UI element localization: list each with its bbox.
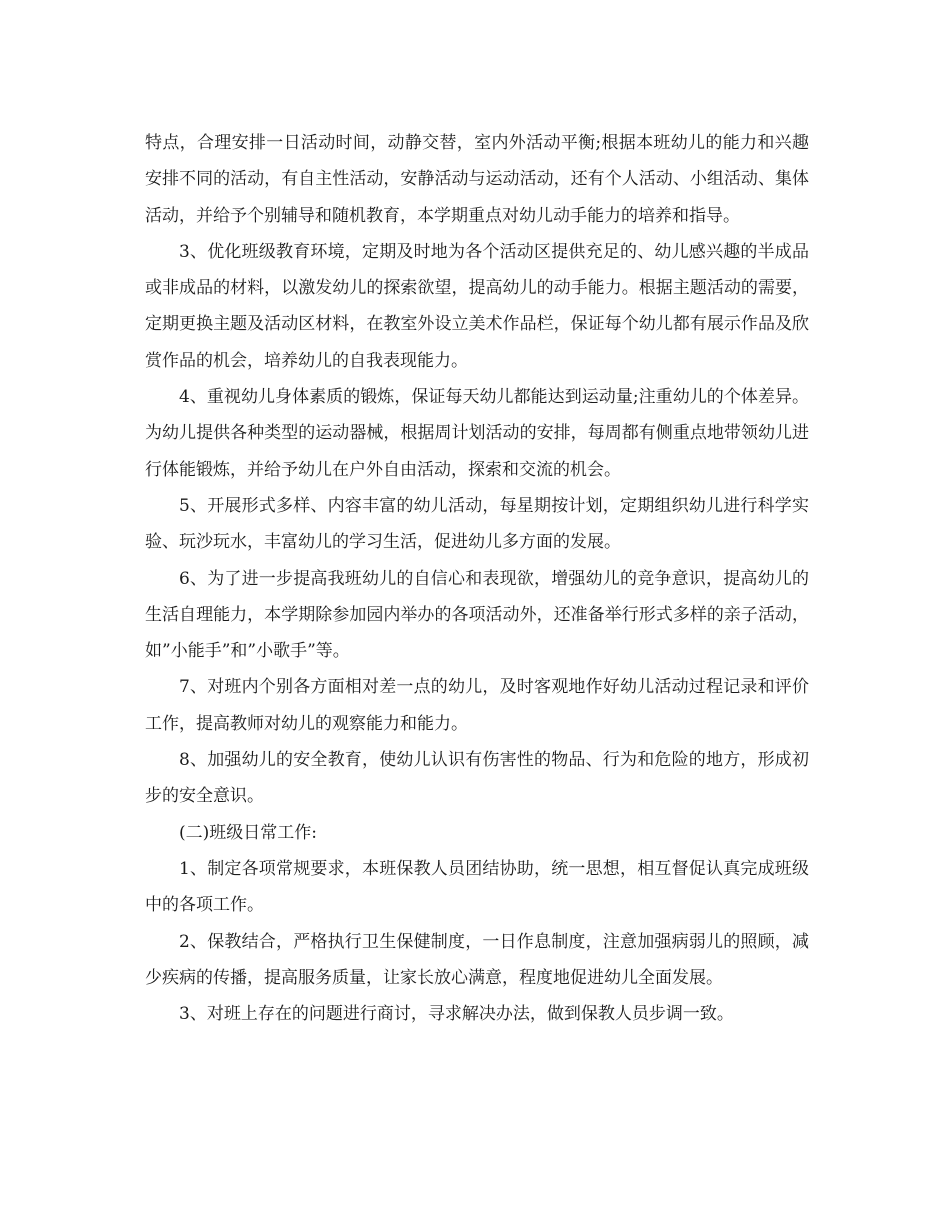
paragraph-item-3: 3、优化班级教育环境，定期及时地为各个活动区提供充足的、幼儿感兴趣的半成品或非成品的材料，以激发幼儿的探索欲望，提高幼儿的动手能力。根据主题活动的需要，定期更换主题及活动区材料，在教室外设立美术作品栏，保证每个幼儿都有展示作品及欣赏作品的机会，培养幼儿的自我表现能力。 bbox=[145, 241, 809, 371]
paragraph-item-8: 8、加强幼儿的安全教育，使幼儿认识有伤害性的物品、行为和危险的地方，形成初步的安全意识。 bbox=[145, 750, 809, 807]
paragraph-item-7: 7、对班内个别各方面相对差一点的幼儿，及时客观地作好幼儿活动过程记录和评价工作，提高教师对幼儿的观察能力和能力。 bbox=[145, 677, 809, 734]
paragraph-item-6: 6、为了进一步提高我班幼儿的自信心和表现欲，增强幼儿的竞争意识，提高幼儿的生活自理能力，本学期除参加园内举办的各项活动外，还准备举行形式多样的亲子活动，如”小能手”和”小歌手”等。 bbox=[145, 568, 809, 662]
paragraph-item-5: 5、开展形式多样、内容丰富的幼儿活动，每星期按计划，定期组织幼儿进行科学实验、玩沙玩水，丰富幼儿的学习生活，促进幼儿多方面的发展。 bbox=[145, 495, 809, 553]
section-heading-daily-work: (二)班级日常工作: bbox=[179, 822, 317, 843]
paragraph-daily-3: 3、对班上存在的问题进行商讨，寻求解决办法，做到保教人员步调一致。 bbox=[179, 1004, 734, 1025]
paragraph-item-4: 4、重视幼儿身体素质的锻炼，保证每天幼儿都能达到运动量;注重幼儿的个体差异。为幼儿提供各种类型的运动器械，根据周计划活动的安排，每周都有侧重点地带领幼儿进行体能锻炼，并给予幼儿在户外自由活动，探索和交流的机会。 bbox=[145, 387, 809, 480]
paragraph-daily-2: 2、保教结合，严格执行卫生保健制度，一日作息制度，注意加强病弱儿的照顾，减少疾病的传播，提高服务质量，让家长放心满意，程度地促进幼儿全面发展。 bbox=[145, 931, 809, 988]
paragraph-daily-1: 1、制定各项常规要求，本班保教人员团结协助，统一思想，相互督促认真完成班级中的各项工作。 bbox=[145, 858, 809, 916]
paragraph-continuation: 特点，合理安排一日活动时间，动静交替，室内外活动平衡;根据本班幼儿的能力和兴趣安排不同的活动，有自主性活动，安静活动与运动活动，还有个人活动、小组活动、集体活动，并给予个别辅导和随机教育，本学期重点对幼儿动手能力的培养和指导。 bbox=[145, 133, 809, 226]
document-body bbox=[145, 125, 809, 1032]
